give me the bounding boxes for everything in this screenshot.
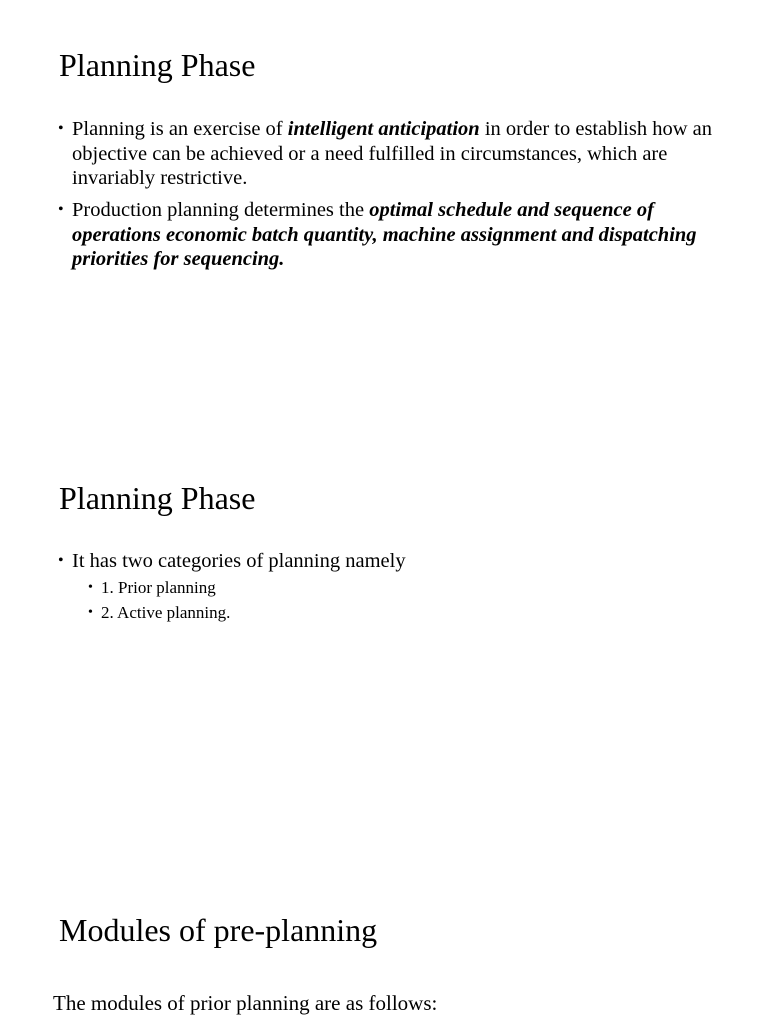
sub-bullet-text: 2. Active planning.	[101, 603, 231, 622]
bullet-text-part: in order to establish how an objective can be achieved or a need fulfilled in circumstances, which are invariably restrictive.	[72, 118, 712, 189]
slide-title: Planning Phase	[59, 47, 256, 83]
sub-bullet-text: 1. Prior planning	[101, 578, 216, 597]
bullet-dot-icon: •	[58, 201, 64, 218]
bullet-text-part: Planning is an exercise of	[72, 118, 288, 140]
bullet-text-part: Production planning determines the	[72, 199, 370, 221]
sub-bullet-dot-icon: •	[88, 605, 93, 620]
slide-title: Planning Phase	[59, 480, 256, 516]
slide-title: Modules of pre-planning	[59, 912, 378, 948]
bullet-emphasis: intelligent anticipation	[287, 118, 480, 140]
bullet-text: It has two categories of planning namely	[72, 550, 406, 572]
bullet-dot-icon: •	[58, 552, 64, 569]
bullet-dot-icon: •	[58, 120, 64, 137]
sub-bullet-dot-icon: •	[88, 580, 93, 595]
body-text: The modules of prior planning are as follows:	[53, 991, 438, 1015]
bullet-emphasis: optimal schedule and sequence of operations economic batch quantity, machine assignment and dispatching priorities for sequencing.	[72, 199, 697, 270]
